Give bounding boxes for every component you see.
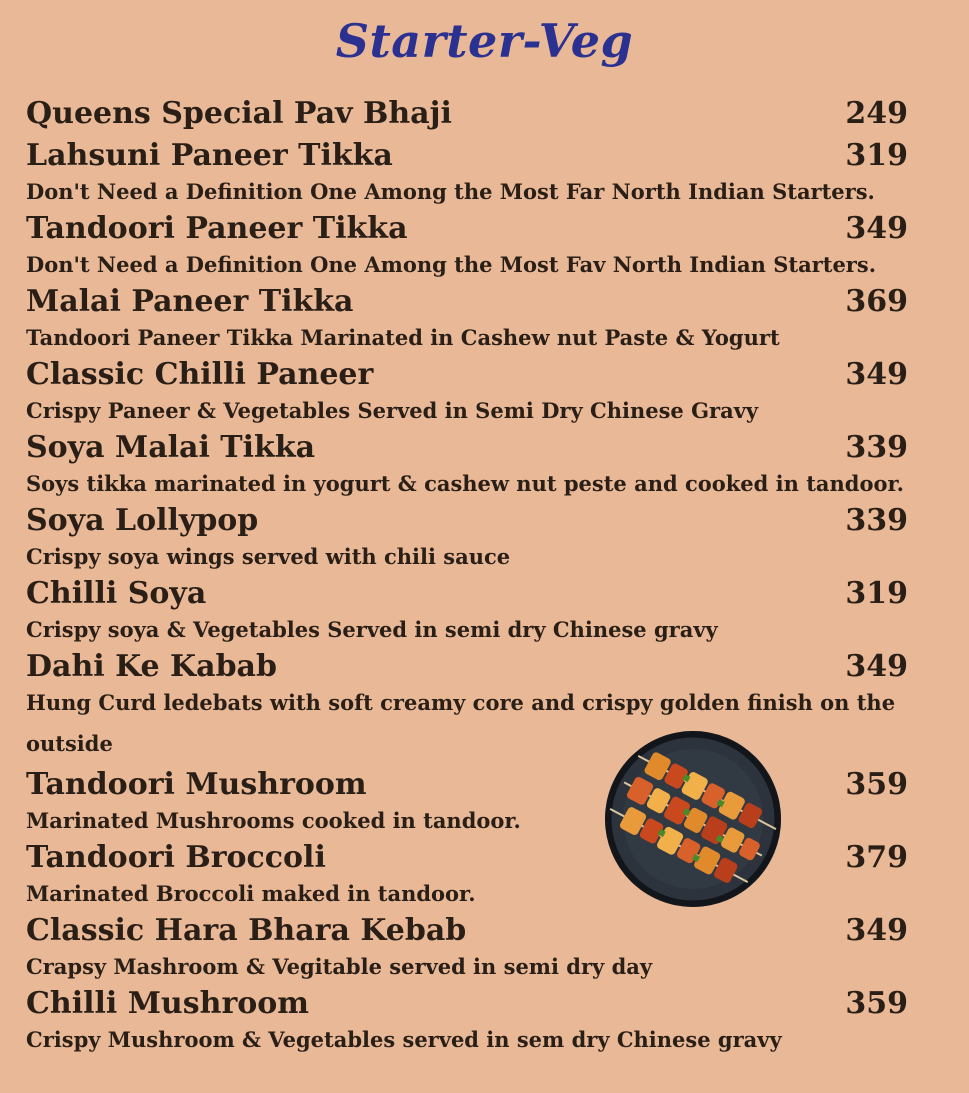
menu-item	[26, 837, 916, 910]
menu-item	[26, 573, 916, 646]
item-description: Marinated Mushrooms cooked in tandoor.	[26, 808, 521, 833]
item-name: Lahsuni Paneer Tikka	[26, 138, 393, 173]
item-name: Classic Chilli Paneer	[26, 357, 374, 392]
item-name: Tandoori Mushroom	[26, 767, 367, 802]
menu-item	[26, 764, 916, 837]
item-name: Tandoori Paneer Tikka	[26, 211, 408, 246]
menu-item	[26, 354, 916, 427]
item-description: Crispy soya & Vegetables Served in semi dry Chinese gravy	[26, 617, 718, 642]
menu-item	[26, 281, 916, 354]
item-price: 339	[845, 503, 908, 538]
item-price: 369	[845, 284, 908, 319]
item-name: Dahi Ke Kabab	[26, 649, 277, 684]
item-description: Crapsy Mashroom & Vegitable served in semi dry day	[26, 954, 653, 979]
menu-item	[26, 983, 916, 1056]
paneer-tikka-skewers-image	[605, 731, 781, 907]
item-description: Marinated Broccoli maked in tandoor.	[26, 881, 476, 906]
item-price: 349	[845, 913, 908, 948]
menu-item	[26, 910, 916, 983]
item-name: Classic Hara Bhara Kebab	[26, 913, 467, 948]
item-description: Soys tikka marinated in yogurt & cashew nut peste and cooked in tandoor.	[26, 471, 904, 496]
menu-list	[26, 93, 916, 1056]
item-description: Crispy Paneer & Vegetables Served in Semi Dry Chinese Gravy	[26, 398, 759, 423]
item-description: Crispy soya wings served with chili sauce	[26, 544, 511, 569]
skewers-illustration	[605, 731, 781, 907]
item-price: 319	[845, 576, 908, 611]
item-name: Soya Lollypop	[26, 503, 259, 538]
menu-item	[26, 646, 916, 764]
item-description: Don't Need a Definition One Among the Most Fav North Indian Starters.	[26, 252, 877, 277]
item-name: Chilli Soya	[26, 576, 207, 611]
item-description: Crispy Mushroom & Vegetables served in sem dry Chinese gravy	[26, 1027, 782, 1052]
item-price: 359	[845, 986, 908, 1021]
menu-item	[26, 93, 916, 135]
item-name: Chilli Mushroom	[26, 986, 310, 1021]
menu-item	[26, 135, 916, 208]
item-description: Tandoori Paneer Tikka Marinated in Cashew nut Paste & Yogurt	[26, 325, 780, 350]
item-name: Tandoori Broccoli	[26, 840, 326, 875]
item-price: 349	[845, 211, 908, 246]
menu-item	[26, 427, 916, 500]
item-name: Soya Malai Tikka	[26, 430, 316, 465]
item-price: 379	[845, 840, 908, 875]
item-description: Hung Curd ledebats with soft creamy core and crispy golden finish on the outside	[26, 690, 896, 756]
item-price: 249	[845, 96, 908, 131]
item-name: Malai Paneer Tikka	[26, 284, 354, 319]
item-name: Queens Special Pav Bhaji	[26, 96, 452, 131]
item-price: 349	[845, 357, 908, 392]
menu-section-title: Starter-Veg	[335, 14, 634, 68]
item-price: 339	[845, 430, 908, 465]
item-price: 349	[845, 649, 908, 684]
item-price: 319	[845, 138, 908, 173]
menu-item	[26, 500, 916, 573]
menu-item	[26, 208, 916, 281]
item-price: 359	[845, 767, 908, 802]
item-description: Don't Need a Definition One Among the Most Far North Indian Starters.	[26, 179, 875, 204]
